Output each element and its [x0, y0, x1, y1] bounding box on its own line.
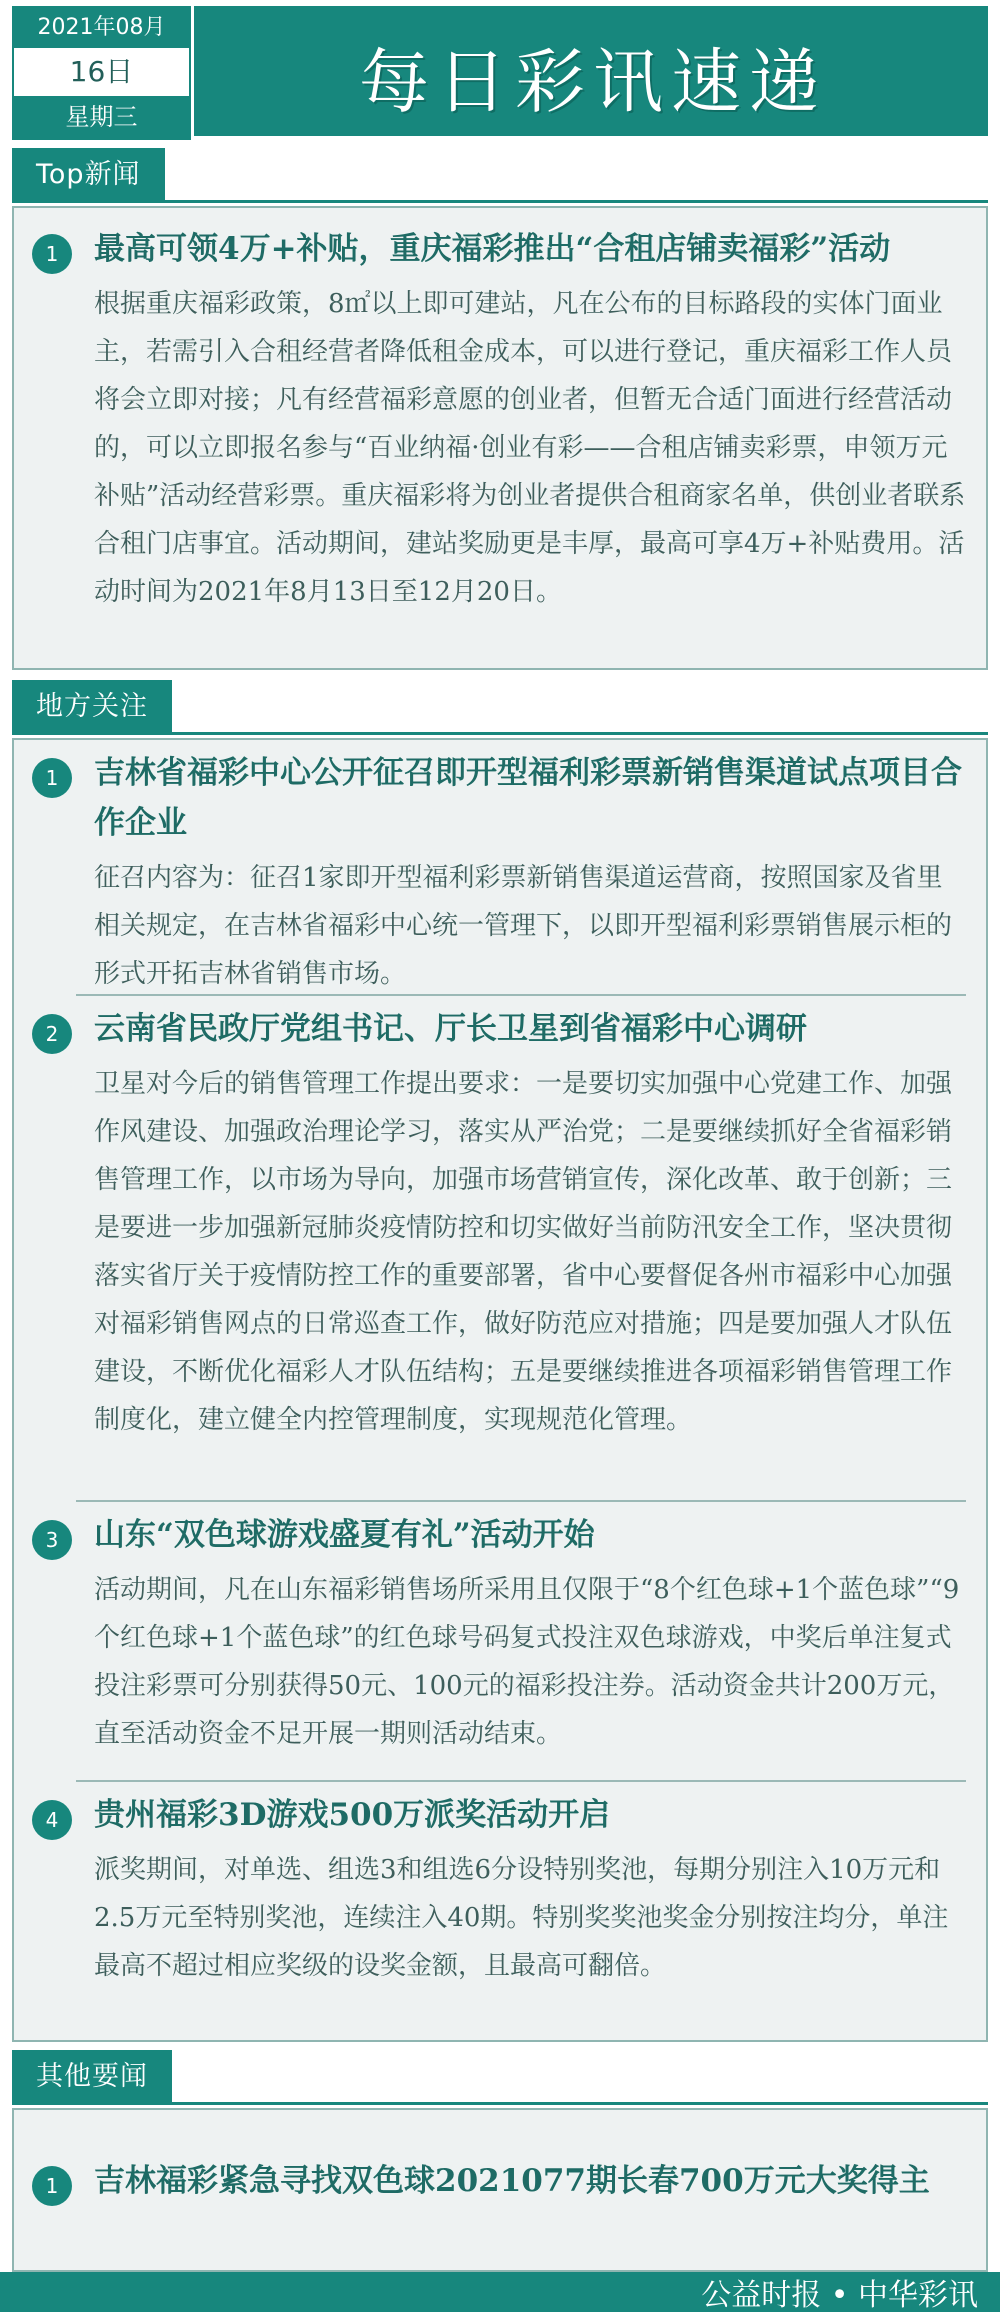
news-item: [32, 748, 968, 998]
item-number-badge: 2: [32, 1014, 72, 1054]
footer-bar: [0, 2272, 1000, 2312]
news-title[interactable]: 贵州福彩3D游戏500万派奖活动开启: [94, 1797, 611, 1833]
section-divider: [12, 200, 988, 203]
news-title[interactable]: 最高可领4万+补贴，重庆福彩推出“合租店铺卖福彩”活动: [94, 231, 891, 267]
news-body: 派奖期间，对单选、组选3和组选6分设特别奖池，每期分别注入10万元和2.5万元至特别奖池，连续注入40期。特别奖奖池奖金分别按注均分，单注最高不超过相应奖级的设奖金额，且最高可翻倍。: [94, 1855, 949, 1981]
item-number-badge: 4: [32, 1800, 72, 1840]
header-banner: [194, 6, 988, 136]
news-item: [32, 1790, 968, 1990]
item-separator: [76, 1780, 966, 1782]
news-title[interactable]: 吉林省福彩中心公开征召即开型福利彩票新销售渠道试点项目合作企业: [94, 755, 962, 841]
news-title[interactable]: 吉林福彩紧急寻找双色球2021077期长春700万元大奖得主: [94, 2163, 930, 2199]
news-item: [32, 1004, 968, 1444]
footer-source: 公益时报 • 中华彩讯: [701, 2278, 978, 2313]
section-tab-top: Top新闻: [12, 148, 165, 202]
section-divider: [12, 732, 988, 735]
date-box: [12, 6, 191, 140]
news-body: 卫星对今后的销售管理工作提出要求：一是要切实加强中心党建工作、加强作风建设、加强政治理论学习，落实从严治党；二是要继续抓好全省福彩销售管理工作，以市场为导向，加强市场营销宣传，深化改革、敢于创新；三是要进一步加强新冠肺炎疫情防控和切实做好当前防汛安全工作，坚决贯彻落实省厅关于疫情防控工作的重要部署，省中心要督促各州市福彩中心加强对福彩销售网点的日常巡查工作，做好防范应对措施；四是要加强人才队伍建设，不断优化福彩人才队伍结构；五是要继续推进各项福彩销售管理工作制度化，建立健全内控管理制度，实现规范化管理。: [94, 1069, 953, 1435]
local-news-panel: [12, 738, 988, 2042]
news-body: 根据重庆福彩政策，8㎡以上即可建站，凡在公布的目标路段的实体门面业主，若需引入合租经营者降低租金成本，可以进行登记，重庆福彩工作人员将会立即对接；凡有经营福彩意愿的创业者，但暂无合适门面进行经营活动的，可以立即报名参与“百业纳福·创业有彩——合租店铺卖彩票，申领万元补贴”活动经营彩票。重庆福彩将为创业者提供合租商家名单，供创业者联系合租门店事宜。活动期间，建站奖励更是丰厚，最高可享4万+补贴费用。活动时间为2021年8月13日至12月20日。: [94, 289, 966, 607]
news-item: [32, 224, 968, 616]
section-divider: [12, 2102, 988, 2105]
date-day: 16日: [69, 55, 134, 88]
news-title[interactable]: 山东“双色球游戏盛夏有礼”活动开始: [94, 1517, 595, 1553]
item-number-badge: 1: [32, 2166, 72, 2206]
news-title[interactable]: 云南省民政厅党组书记、厅长卫星到省福彩中心调研: [94, 1011, 807, 1047]
date-weekday: 星期三: [14, 96, 189, 138]
top-news-panel: [12, 206, 988, 670]
news-body: 征召内容为：征召1家即开型福利彩票新销售渠道运营商，按照国家及省里相关规定，在吉林省福彩中心统一管理下，以即开型福利彩票销售展示柜的形式开拓吉林省销售市场。: [94, 863, 953, 989]
item-number-badge: 1: [32, 234, 72, 274]
item-number-badge: 3: [32, 1520, 72, 1560]
news-item: [32, 1510, 968, 1758]
news-item: [32, 2156, 968, 2206]
date-year-month: 2021年08月: [14, 8, 189, 48]
news-body: 活动期间，凡在山东福彩销售场所采用且仅限于“8个红色球+1个蓝色球”“9个红色球+1个蓝色球”的红色球号码复式投注双色球游戏，中奖后单注复式投注彩票可分别获得50元、100元的福彩投注券。活动资金共计200万元，直至活动资金不足开展一期则活动结束。: [94, 1575, 960, 1749]
other-news-panel: [12, 2108, 988, 2272]
item-number-badge: 1: [32, 758, 72, 798]
page-title: 每日彩讯速递: [359, 41, 827, 123]
section-tab-local: 地方关注: [12, 680, 172, 734]
item-separator: [76, 994, 966, 996]
item-separator: [76, 1500, 966, 1502]
section-tab-other: 其他要闻: [12, 2050, 172, 2104]
